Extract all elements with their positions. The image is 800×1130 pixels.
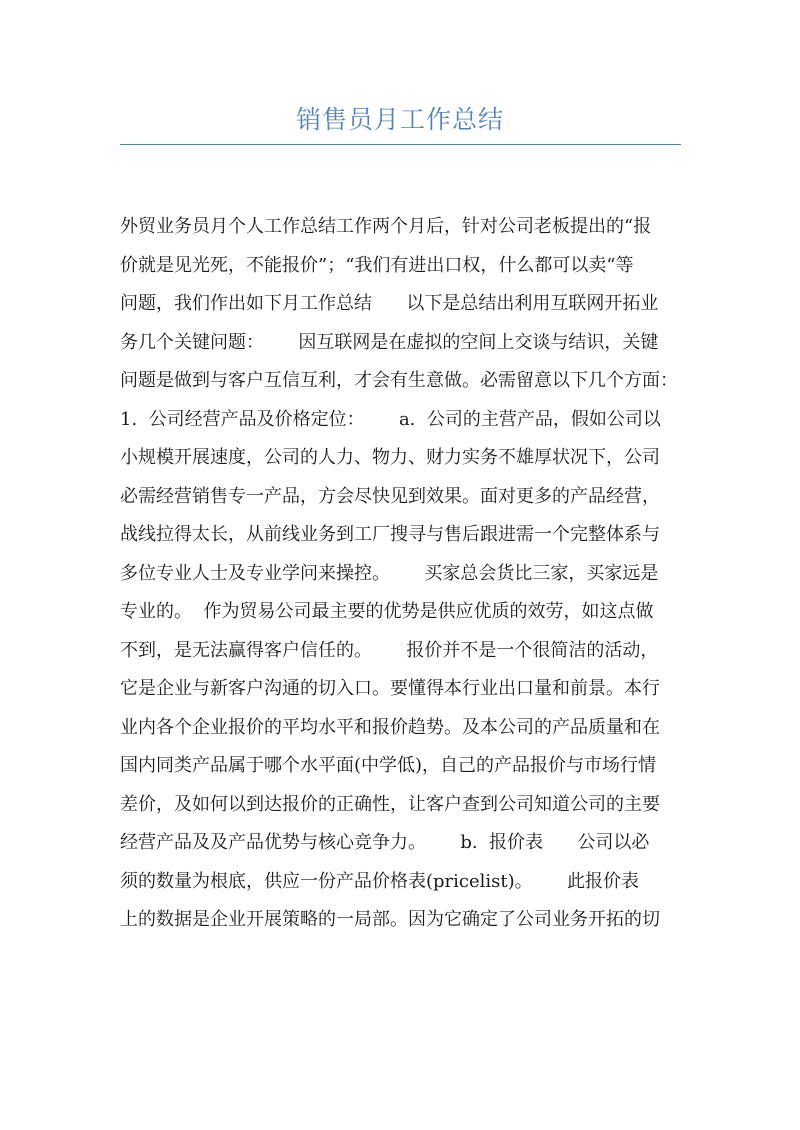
body-line: 1. 公司经营产品及价格定位： a. 公司的主营产品，假如公司以 xyxy=(120,408,661,430)
body-line: 战线拉得太长，从前线业务到工厂搜寻与售后跟进需一个完整体系与 xyxy=(120,524,660,545)
document-body xyxy=(120,208,685,940)
body-line: 问题，我们作出如下月工作总结 以下是总结出利用互联网开拓业 xyxy=(120,293,659,314)
body-line: 经营产品及及产品优势与核心竞争力。 b. 报价表 公司以必 xyxy=(120,832,650,853)
body-line: 价就是见光死，不能报价”；“我们有进出口权，什么都可以卖“等 xyxy=(120,254,634,276)
body-line: 外贸业务员月个人工作总结工作两个月后，针对公司老板提出的“报 xyxy=(120,216,652,237)
body-line: 问题是做到与客户互信互利，才会有生意做。必需留意以下几个方面： xyxy=(120,370,678,391)
body-line: 专业的。 作为贸易公司最主要的优势是供应优质的效劳，如这点做 xyxy=(120,601,654,622)
body-line: 必需经营销售专一产品，方会尽快见到效果。面对更多的产品经营， xyxy=(120,485,660,507)
body-line: 业内各个企业报价的平均水平和报价趋势。及本公司的产品质量和在 xyxy=(120,716,660,738)
body-line: 国内同类产品属于哪个水平面(中学低)，自己的产品报价与市场行情 xyxy=(120,755,657,776)
body-line: 须的数量为根底，供应一份产品价格表(pricelist)。 此报价表 xyxy=(120,870,639,892)
body-line: 不到，是无法赢得客户信任的。 报价并不是一个很简洁的活动， xyxy=(120,639,659,661)
body-line: 差价，及如何以到达报价的正确性，让客户查到公司知道公司的主要 xyxy=(120,793,660,815)
document-title: 销售员月工作总结 xyxy=(295,105,504,134)
body-line: 它是企业与新客户沟通的切入口。要懂得本行业出口量和前景。本行 xyxy=(120,678,660,699)
body-line: 务几个关键问题： 因互联网是在虚拟的空间上交谈与结识，关键 xyxy=(120,331,659,353)
body-line: 上的数据是企业开展策略的一局部。因为它确定了公司业务开拓的切 xyxy=(120,909,660,930)
body-line: 小规模开展速度，公司的人力、物力、财力实务不雄厚状况下，公司 xyxy=(120,447,660,468)
body-line: 多位专业人士及专业学问来操控。 买家总会货比三家，买家远是 xyxy=(120,562,659,584)
title-underline xyxy=(120,144,681,145)
